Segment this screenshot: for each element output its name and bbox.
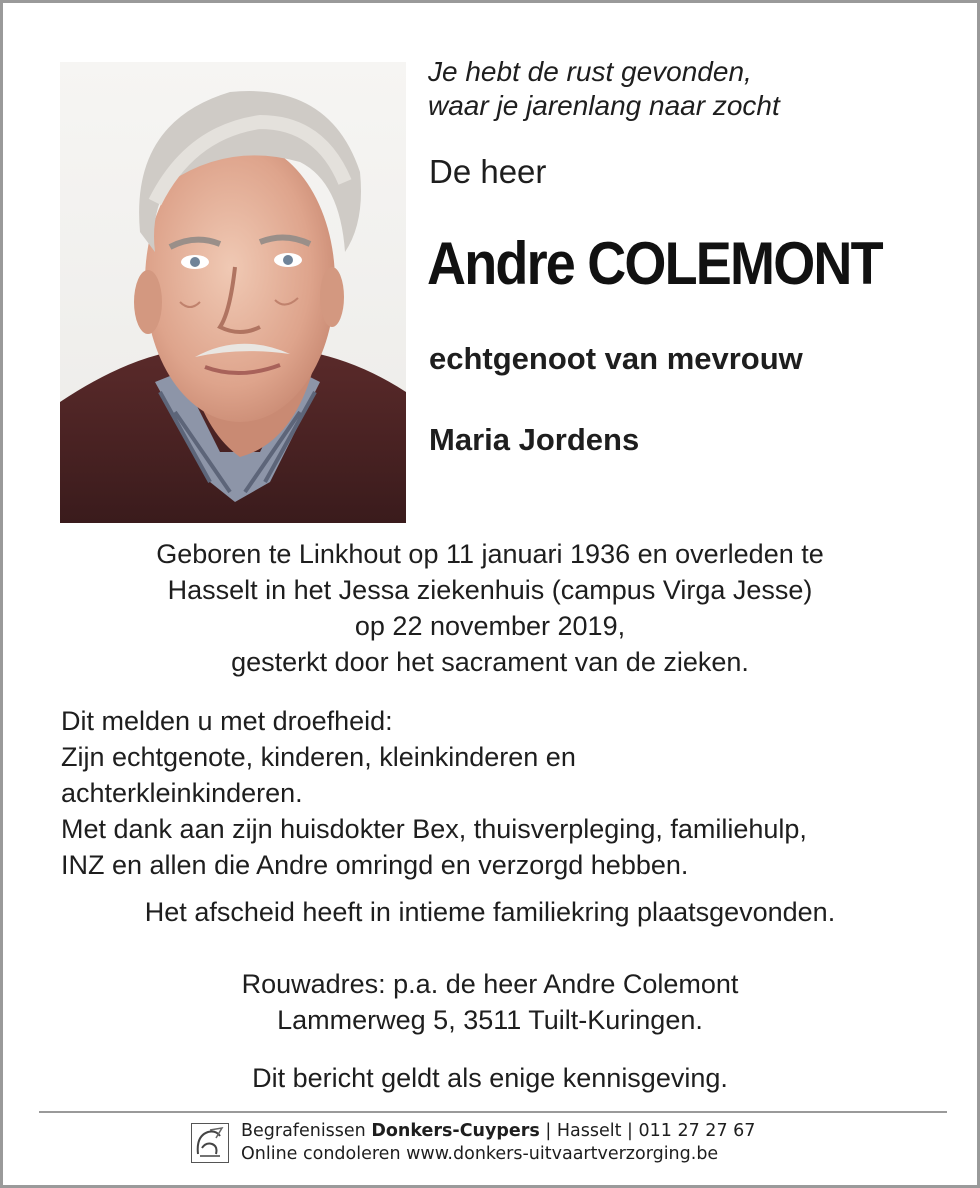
address-line: Rouwadres: p.a. de heer Andre Colemont xyxy=(241,969,739,999)
farewell-text: Het afscheid heeft in intieme familiekring plaatsgevonden. xyxy=(144,897,836,927)
message-line: Dit melden u met droefheid: xyxy=(61,706,393,736)
funeral-home-logo-icon xyxy=(191,1123,229,1163)
footer-suffix: | Hasselt | 011 27 27 67 xyxy=(539,1121,756,1141)
message-line: Zijn echtgenote, kinderen, kleinkinderen en xyxy=(61,742,576,772)
mourning-address xyxy=(3,966,977,1038)
birth-line: op 22 november 2019, xyxy=(354,611,626,641)
salutation: De heer xyxy=(429,153,547,190)
notice-text: Dit bericht geldt als enige kennisgeving. xyxy=(252,1063,728,1093)
footer-line-1 xyxy=(241,1120,755,1143)
birth-line: gesterkt door het sacrament van de zieken. xyxy=(231,647,749,677)
message-line: achterkleinkinderen. xyxy=(61,778,303,808)
birth-line: Geboren te Linkhout op 11 januari 1936 en overleden te xyxy=(156,539,824,569)
quote-line: waar je jarenlang naar zocht xyxy=(428,90,780,121)
spouse-name: Maria Jordens xyxy=(429,422,640,457)
birth-line: Hasselt in het Jessa ziekenhuis (campus Virga Jesse) xyxy=(167,575,813,605)
footer-company: Donkers-Cuypers xyxy=(371,1121,540,1141)
message-line: INZ en allen die Andre omringd en verzorgd hebben. xyxy=(61,850,689,880)
divider xyxy=(39,1111,947,1113)
birth-death-text xyxy=(3,536,977,680)
footer-line-2[interactable]: Online condoleren www.donkers-uitvaartverzorging.be xyxy=(241,1144,719,1164)
deceased-name: Andre COLEMONT xyxy=(427,230,882,297)
message-line: Met dank aan zijn huisdokter Bex, thuisverpleging, familiehulp, xyxy=(61,814,807,844)
spouse-intro: echtgenoot van mevrouw xyxy=(429,341,803,376)
address-line: Lammerweg 5, 3511 Tuilt-Kuringen. xyxy=(277,1005,703,1035)
footer-prefix: Begrafenissen xyxy=(241,1121,372,1141)
quote-line: Je hebt de rust gevonden, xyxy=(428,56,752,87)
portrait-photo xyxy=(60,62,406,523)
footer-text xyxy=(241,1120,755,1166)
quote xyxy=(428,55,948,123)
family-message xyxy=(61,703,961,883)
